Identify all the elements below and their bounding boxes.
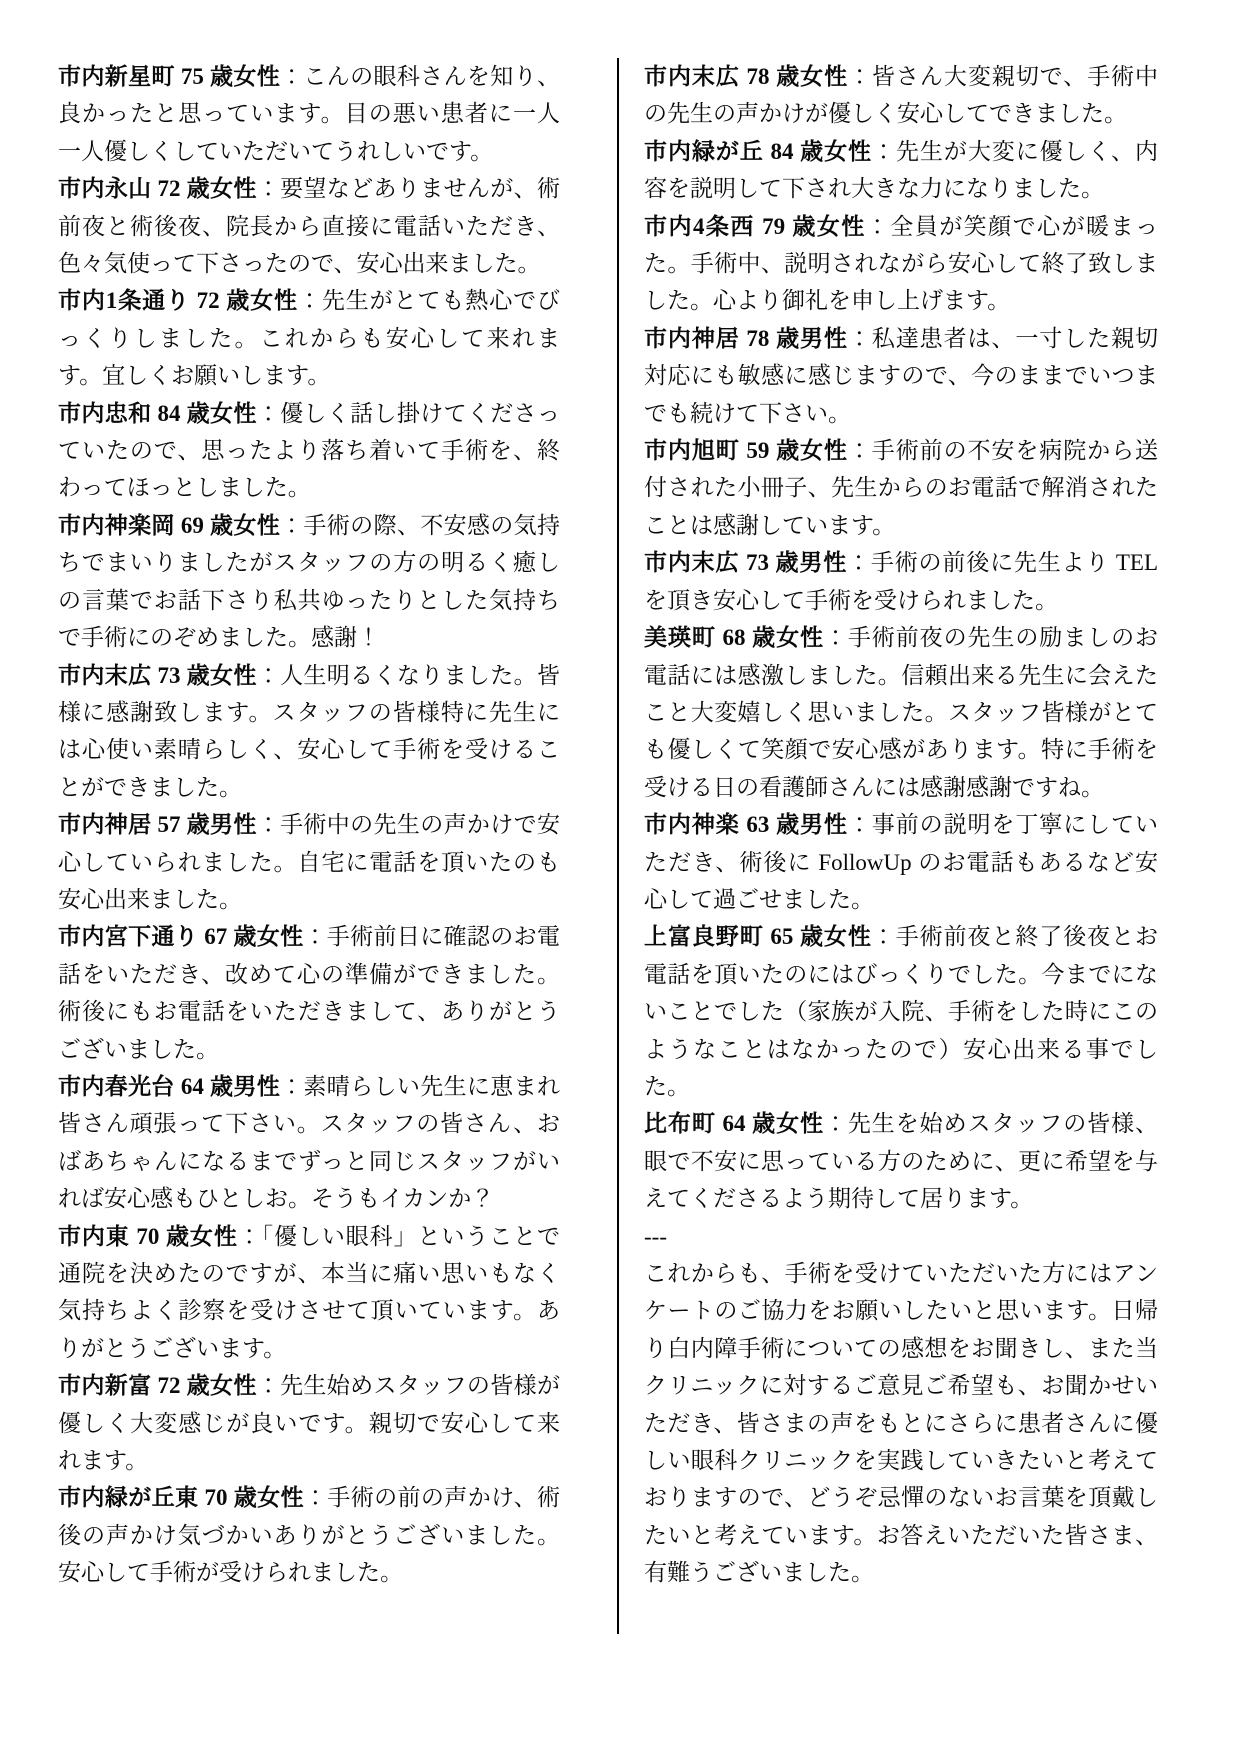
testimonial-entry: 市内新富 72 歳女性：先生始めスタッフの皆様が優しく大変感じが良いです。親切で安心して来れます。 <box>58 1373 561 1474</box>
testimonial-author: 市内新富 72 歳女性 <box>58 1373 257 1399</box>
testimonial-entry: 市内宮下通り 67 歳女性：手術前日に確認のお電話をいただき、改めて心の準備ができました。術後にもお電話をいただきまして、ありがとうございました。 <box>58 924 561 1062</box>
testimonial-entry: 市内新星町 75 歳女性：こんの眼科さんを知り、良かったと思っています。目の悪い患者に一人一人優しくしていただいてうれしいです。 <box>58 64 561 164</box>
testimonial-author: 上富良野町 65 歳女性 <box>644 924 872 950</box>
testimonial-entry: 市内末広 73 歳女性：人生明るくなりました。皆様に感謝致します。スタッフの皆様特に先生には心使い素晴らしく、安心して手術を受けることができました。 <box>58 662 561 800</box>
testimonial-entry: 市内末広 73 歳男性：手術の前後に先生より TEL を頂き安心して手術を受けられました。 <box>644 550 1158 613</box>
testimonial-author: 市内神居 57 歳男性 <box>58 812 257 838</box>
testimonial-entry: 市内永山 72 歳女性：要望などありませんが、術前夜と術後夜、院長から直接に電話いただき、色々気使って下さったので、安心出来ました。 <box>58 176 561 277</box>
testimonial-author: 市内1条通り 72 歳女性 <box>58 288 298 314</box>
testimonial-author: 比布町 64 歳女性 <box>644 1111 824 1137</box>
testimonial-entry: 市内1条通り 72 歳女性：先生がとても熱心でびっくりしました。これからも安心して来れます。宜しくお願いします。 <box>58 288 561 389</box>
testimonial-entry: 市内東 70 歳女性：「優しい眼科」ということで通院を決めたのですが、本当に痛い思いもなく気持ちよく診察を受けさせて頂いています。ありがとうございます。 <box>58 1223 561 1361</box>
testimonial-entry: 美瑛町 68 歳女性：手術前夜の先生の励ましのお電話には感激しました。信頼出来る先生に会えたこと大変嬉しく思いました。スタッフ皆様がとても優しくて笑顔で安心感があります。特に手術を受ける日の看護師さんには感謝感謝ですね。 <box>644 625 1159 800</box>
testimonial-author: 市内神居 78 歳男性 <box>644 325 848 351</box>
testimonial-entry: 市内旭町 59 歳女性：手術前の不安を病院から送付された小冊子、先生からのお電話で解消されたことは感謝しています。 <box>644 438 1159 538</box>
testimonial-author: 市内4条西 79 歳女性 <box>644 213 866 239</box>
testimonial-author: 市内宮下通り 67 歳女性 <box>58 924 304 950</box>
testimonial-entry: 市内神居 57 歳男性：手術中の先生の声かけで安心していられました。自宅に電話を頂いたのも安心出来ました。 <box>58 812 561 912</box>
testimonial-author: 市内東 70 歳女性 <box>58 1223 238 1249</box>
testimonial-author: 市内緑が丘 84 歳女性 <box>644 138 873 164</box>
testimonial-author: 市内末広 73 歳女性 <box>58 662 257 688</box>
testimonial-author: 市内神楽岡 69 歳女性 <box>58 512 281 538</box>
closing-paragraph: これからも、手術を受けていただいた方にはアンケートのご協力をお願いしたいと思います。日帰り白内障手術についての感想をお聞きし、また当クリニックに対するご意見ご希望も、お聞かせいただき、皆さまの声をもとにさらに患者さんに優しい眼科クリニックを実践していきたいと考えておりますので、どうぞ忌憚のないお言葉を頂戴したいと考えています。お答えいただいた皆さま、有難うございました。 <box>644 1261 1158 1586</box>
separator-dashes: --- <box>644 1223 667 1249</box>
column-divider-line <box>617 58 619 1634</box>
testimonial-entry: 市内春光台 64 歳男性：素晴らしい先生に恵まれ皆さん頑張って下さい。スタッフの皆さん、おばあちゃんになるまでずっと同じスタッフがいれば安心感もひとしお。そうもイカンか？ <box>58 1073 561 1212</box>
testimonial-entry: 市内神居 78 歳男性：私達患者は、一寸した親切対応にも敏感に感じますので、今のままでいつまでも続けて下さい。 <box>644 325 1159 426</box>
testimonials-column-left <box>58 58 560 1592</box>
testimonials-column-right <box>644 58 1158 1592</box>
testimonial-entry: 市内末広 78 歳女性：皆さん大変親切で、手術中の先生の声かけが優しく安心してできました。 <box>644 64 1159 127</box>
testimonial-author: 美瑛町 68 歳女性 <box>644 625 824 651</box>
testimonial-entry: 市内神楽岡 69 歳女性：手術の際、不安感の気持ちでまいりましたがスタッフの方の明るく癒しの言葉でお話下さり私共ゆったりとした気持ちで手術にのぞめました。感謝！ <box>58 512 561 651</box>
testimonial-author: 市内神楽 63 歳男性 <box>644 812 848 838</box>
testimonial-entry: 市内忠和 84 歳女性：優しく話し掛けてくださっていたので、思ったより落ち着いて手術を、終わってほっとしました。 <box>58 400 561 501</box>
testimonial-entry: 上富良野町 65 歳女性：手術前夜と終了後夜とお電話を頂いたのにはびっくりでした。今までにないことでした（家族が入院、手術をした時にこのようなことはなかったので）安心出来る事でした。 <box>644 924 1159 1099</box>
testimonial-author: 市内末広 73 歳男性 <box>644 550 848 576</box>
testimonial-entry: 市内緑が丘東 70 歳女性：手術の前の声かけ、術後の声かけ気づかいありがとうございました。安心して手術が受けられました。 <box>58 1485 560 1586</box>
testimonial-author: 市内忠和 84 歳女性 <box>58 400 257 426</box>
testimonial-entry: 市内神楽 63 歳男性：事前の説明を丁寧にしていただき、術後に FollowUp のお電話もあるなど安心して過ごせました。 <box>644 812 1159 912</box>
testimonial-author: 市内旭町 59 歳女性 <box>644 438 848 464</box>
testimonial-author: 市内永山 72 歳女性 <box>58 176 257 202</box>
testimonial-entry: 市内4条西 79 歳女性：全員が笑顔で心が暖まった。手術中、説明されながら安心して終了致しました。心より御礼を申し上げます。 <box>644 213 1159 314</box>
testimonial-author: 市内春光台 64 歳男性 <box>58 1073 281 1099</box>
testimonial-author: 市内緑が丘東 70 歳女性 <box>58 1485 304 1511</box>
testimonial-author: 市内末広 78 歳女性 <box>644 64 849 89</box>
testimonial-entry: 比布町 64 歳女性：先生を始めスタッフの皆様、眼で不安に思っている方のために、更に希望を与えてくださるよう期待して居ります。 <box>644 1111 1159 1212</box>
testimonial-entry: 市内緑が丘 84 歳女性：先生が大変に優しく、内容を説明して下され大きな力になりました。 <box>644 138 1159 202</box>
testimonial-author: 市内新星町 75 歳女性 <box>58 64 281 89</box>
